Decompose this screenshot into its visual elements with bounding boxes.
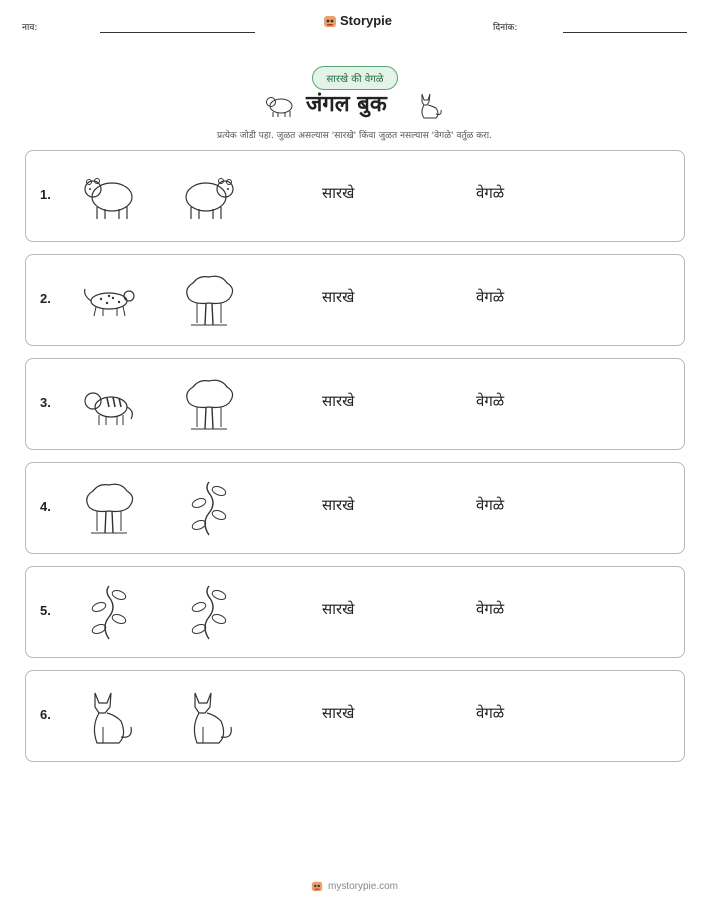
question-number: 1.: [40, 187, 51, 202]
page-title: जंगल बुक: [306, 92, 387, 117]
question-number: 3.: [40, 395, 51, 410]
name-label: नाव:: [22, 23, 38, 33]
title-row: [0, 88, 709, 122]
brand: [323, 13, 392, 28]
option-different[interactable]: वेगळे: [476, 704, 505, 722]
leopard-icon: [79, 271, 139, 331]
question-number: 5.: [40, 603, 51, 618]
wolf-icon: [179, 687, 239, 747]
bear-icon: [179, 167, 239, 227]
tiger-icon: [79, 375, 139, 435]
option-same[interactable]: सारखे: [322, 704, 355, 722]
storypie-logo-icon: [311, 880, 323, 892]
worksheet-header: [0, 0, 709, 50]
question-row: [25, 670, 685, 762]
option-different[interactable]: वेगळे: [476, 600, 505, 618]
wolf-icon: [79, 687, 139, 747]
option-same[interactable]: सारखे: [322, 288, 355, 306]
question-number: 2.: [40, 291, 51, 306]
question-row: [25, 254, 685, 346]
question-row: [25, 150, 685, 242]
tree-icon: [179, 271, 239, 331]
question-row: [25, 462, 685, 554]
question-row: [25, 358, 685, 450]
brand-name: Storypie: [340, 13, 393, 28]
question-row: [25, 566, 685, 658]
date-label: दिनांक:: [493, 23, 518, 33]
option-different[interactable]: वेगळे: [476, 392, 505, 410]
storypie-logo-icon: [323, 14, 337, 28]
vine-icon: [179, 479, 239, 539]
worksheet-type-badge: सारखे की वेगळे: [312, 66, 398, 90]
tree-icon: [179, 375, 239, 435]
option-different[interactable]: वेगळे: [476, 496, 505, 514]
option-different[interactable]: वेगळे: [476, 288, 505, 306]
vine-icon: [179, 583, 239, 643]
option-same[interactable]: सारखे: [322, 496, 355, 514]
bear-icon: [264, 92, 296, 118]
date-line: [563, 32, 687, 33]
question-number: 6.: [40, 707, 51, 722]
option-same[interactable]: सारखे: [322, 184, 355, 202]
name-line: [100, 32, 255, 33]
footer: [0, 880, 709, 892]
vine-icon: [79, 583, 139, 643]
instructions: प्रत्येक जोडी पहा. जुळत असल्यास 'सारखे' किंवा जुळत नसल्यास 'वेगळे' वर्तुळ करा.: [216, 131, 492, 141]
footer-link[interactable]: mystorypie.com: [327, 880, 398, 892]
question-number: 4.: [40, 499, 51, 514]
wolf-icon: [414, 90, 444, 120]
option-same[interactable]: सारखे: [322, 392, 355, 410]
option-different[interactable]: वेगळे: [476, 184, 505, 202]
option-same[interactable]: सारखे: [322, 600, 355, 618]
bear-icon: [79, 167, 139, 227]
tree-icon: [79, 479, 139, 539]
